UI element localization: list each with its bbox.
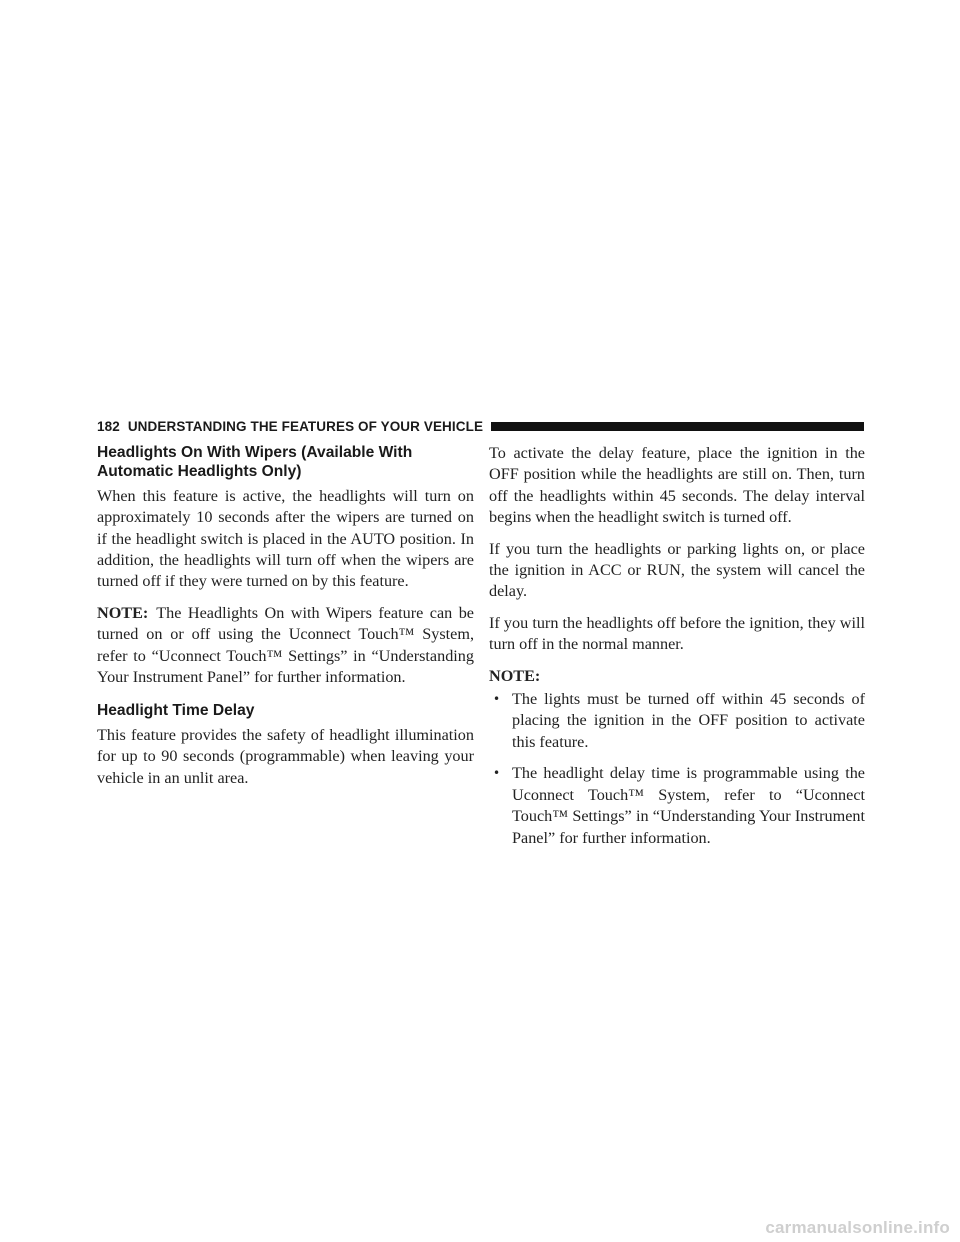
watermark-link[interactable]: carmanualsonline.info — [765, 1218, 950, 1237]
note-text: The Headlights On with Wipers feature can be turned on or off using the Uconnect Touch™ System, refer to “Uconnect Touch™ Settings” in “Understanding Your Instrument Panel” for further information. — [97, 603, 474, 687]
heading-headlights-on-with-wipers: Headlights On With Wipers (Available With Automatic Headlights Only) — [97, 444, 413, 481]
note-bullet-list — [489, 689, 865, 849]
bullet-icon: • — [493, 692, 501, 707]
bullet-text: The lights must be turned off within 45 seconds of placing the ignition in the OFF position to activate this feature. — [512, 690, 865, 751]
heading-headlight-time-delay: Headlight Time Delay — [97, 702, 255, 720]
paragraph-cancel-delay: If you turn the headlights or parking lights on, or place the ignition in ACC or RUN, the system will cancel the delay. — [489, 539, 865, 601]
header-rule-bar — [491, 422, 864, 431]
paragraph-time-delay: This feature provides the safety of headlight illumination for up to 90 seconds (programmable) when leaving your vehicle in an unlit area. — [97, 725, 474, 787]
note-wipers — [97, 603, 474, 689]
section-title: UNDERSTANDING THE FEATURES OF YOUR VEHICLE — [127, 418, 484, 434]
left-column — [97, 443, 474, 799]
bullet-text: The headlight delay time is programmable using the Uconnect Touch™ System, refer to “Uconnect Touch™ Settings” in “Understanding Your Instrument Panel” for further information. — [512, 764, 865, 847]
list-item — [489, 689, 865, 753]
bullet-icon: • — [493, 766, 501, 781]
note-heading: NOTE: — [489, 666, 541, 685]
paragraph-normal-manner: If you turn the headlights off before the ignition, they will turn off in the normal manner. — [489, 613, 865, 654]
page-header — [97, 416, 864, 436]
page-number: 182 — [97, 418, 120, 434]
list-item — [489, 763, 865, 849]
paragraph-activate-delay: To activate the delay feature, place the ignition in the OFF position while the headlights are still on. Then, turn off the headlights within 45 seconds. The delay interval begins when the headlight switch is turned off. — [489, 444, 865, 527]
right-column — [489, 443, 865, 859]
paragraph-wipers-feature: When this feature is active, the headlights will turn on approximately 10 seconds after the wipers are turned on if the headlight switch is placed in the AUTO position. In addition, the headlights will turn off when the wipers are turned off if they were turned on by this feature. — [97, 486, 474, 591]
note-label: NOTE: — [97, 603, 149, 622]
